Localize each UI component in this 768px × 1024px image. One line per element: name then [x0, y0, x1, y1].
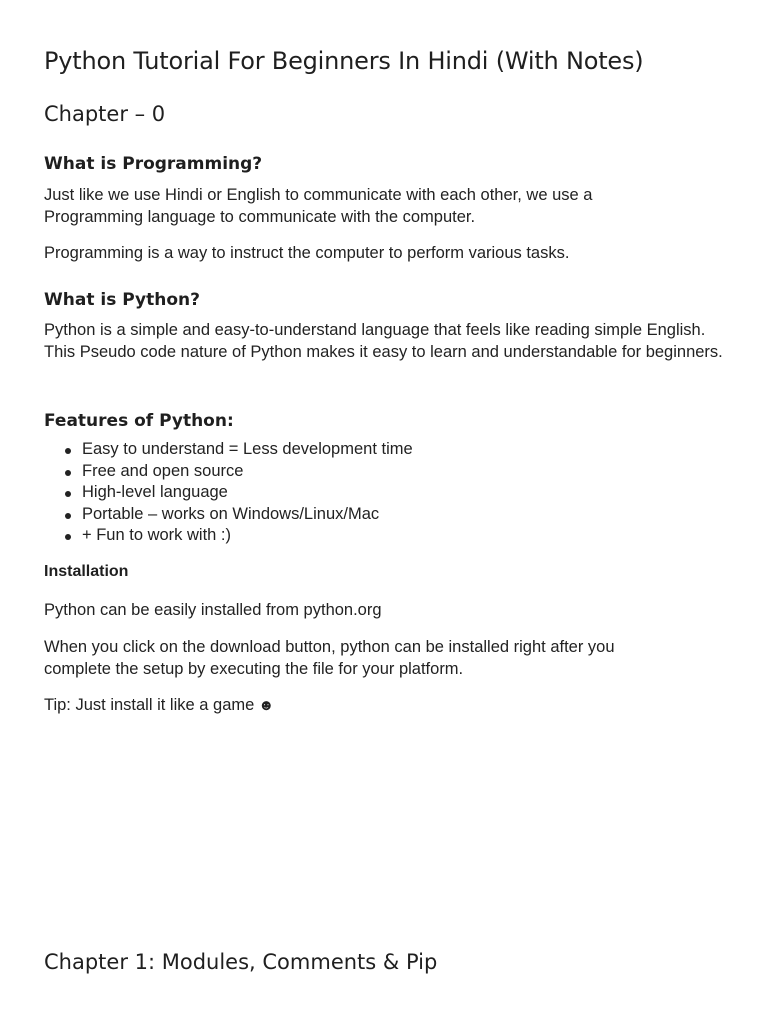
installation-paragraph-2: When you click on the download button, python can be installed right after you complete the setup by executing the file for your platform. [44, 638, 615, 678]
tip-text: Tip: Just install it like a game [44, 696, 255, 714]
programming-paragraph-2: Programming is a way to instruct the computer to perform various tasks. [44, 244, 570, 262]
tip-paragraph [44, 694, 734, 717]
chapter-0-heading: Chapter – 0 [44, 102, 166, 126]
list-item [44, 482, 413, 504]
feature-text: Free and open source [82, 461, 244, 480]
features-heading: Features of Python: [44, 411, 234, 431]
bullet-icon [65, 513, 71, 519]
python-paragraph: Python is a simple and easy-to-understand language that feels like reading simple English. This Pseudo code nature of Python makes it easy to learn and understandable for beginners. [44, 321, 723, 361]
feature-text: Easy to understand = Less development time [82, 440, 413, 458]
list-item [44, 439, 413, 461]
list-item [44, 461, 413, 483]
what-is-python-heading: What is Python? [44, 290, 200, 310]
bullet-icon [65, 534, 71, 540]
smiley-face-icon: ☻ [258, 697, 275, 714]
feature-text: High-level language [82, 483, 228, 501]
installation-heading: Installation [44, 563, 129, 580]
list-item [44, 504, 413, 526]
bullet-icon [65, 448, 71, 454]
bullet-icon [65, 491, 71, 497]
programming-paragraph-1: Just like we use Hindi or English to communicate with each other, we use a Programming language to communicate with the computer. [44, 186, 593, 226]
feature-text: Portable – works on Windows/Linux/Mac [82, 504, 380, 523]
installation-paragraph-1: Python can be easily installed from python.org [44, 601, 382, 619]
bullet-icon [65, 470, 71, 476]
what-is-programming-heading: What is Programming? [44, 154, 263, 174]
page-title: Python Tutorial For Beginners In Hindi (With Notes) [44, 47, 644, 75]
chapter-1-heading: Chapter 1: Modules, Comments & Pip [44, 950, 438, 974]
features-list [44, 439, 413, 547]
list-item [44, 525, 413, 547]
feature-text: + Fun to work with :) [82, 526, 232, 544]
